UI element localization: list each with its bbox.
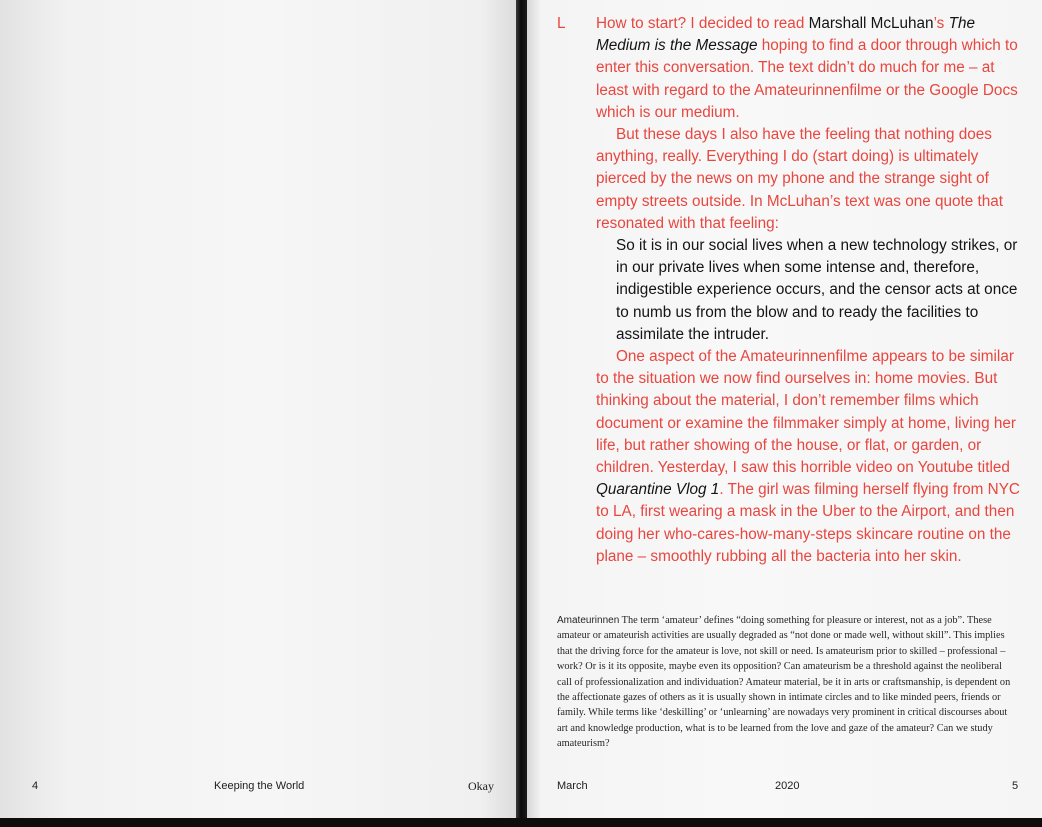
book-spine bbox=[516, 0, 527, 818]
block-quote: So it is in our social lives when a new technology strikes, or in our private lives when some intense and, therefore, indigestible experience occurs, and the censor acts at once to numb us from the blow and to ready the facilities to assimilate the intruder. bbox=[616, 237, 1018, 343]
left-page-number: 4 bbox=[32, 780, 39, 792]
section-letter: L bbox=[557, 15, 566, 32]
footer-month: March bbox=[557, 780, 588, 792]
footnote-text: The term ‘amateur’ defines “doing something for pleasure or interest, not as a job”. These amateur or amateurish activities are usually degraded as “not done or made well, without skill”. This implies that the driving force for the amateur is love, not skill or need. Is amateurism prior to skilled – professional – work? Or is it its opposite, maybe even its opposition? Can amateurism be a threshold against the neoliberal call of professionalization and individuation? Amateur material, be it in arts or craftsmanship, is dependent on the affectionate gazes of others as it is usually shown in intimate circles and to like minded peers, friends or family. While terms like ‘deskilling’ or ‘unlearning’ are nowadays very prominent in critical discourses about art and knowledge production, what is to be learned from the love and gaze of the amateur? Can we study amateurism? bbox=[557, 615, 1011, 750]
author-name: Marshall McLuhan bbox=[808, 15, 934, 32]
running-title: Keeping the World bbox=[214, 780, 305, 792]
book-title: The Medium is the Message bbox=[596, 15, 975, 55]
footnote-term: Amateurinnen bbox=[557, 615, 620, 626]
main-text bbox=[596, 13, 1021, 568]
right-page bbox=[527, 0, 1042, 818]
footer-year: 2020 bbox=[775, 780, 800, 792]
footnote bbox=[557, 613, 1019, 752]
paragraph-1: How to start? I decided to read Marshall McLuhan’s The Medium is the Message hoping to find a door through which to enter this conversation. The text didn’t do much for me – at least with regard to the Amateurinnenfilme or the Google Docs which is our medium. bbox=[596, 15, 1018, 121]
left-page bbox=[0, 0, 516, 818]
video-title: Quarantine Vlog 1 bbox=[596, 481, 720, 499]
running-right-header: Okay bbox=[468, 779, 494, 793]
paragraph-2: But these days I also have the feeling that nothing does anything, really. Everything I do (start doing) is ultimately pierced by the news on my phone and the strange sight of empty streets outside. In McLuhan’s text was one quote that resonated with that feeling: bbox=[596, 126, 1004, 232]
bottom-edge bbox=[0, 818, 1042, 827]
right-page-number: 5 bbox=[1012, 780, 1019, 792]
paragraph-3: One aspect of the Amateurinnenfilme appears to be similar to the situation we now find ourselves in: home movies. But thinking about the material, I don’t remember films which document or examine the filmmaker simply at home, living her life, but rather showing of the house, or flat, or garden, or children. Yesterday, I saw this horrible video on Youtube titled Quarantine Vlog 1. The girl was filming herself flying from NYC to LA, first wearing a mask in the Uber to the Airport, and then doing her who-cares-how-many-steps skincare routine on the plane – smoothly rubbing all the bacteria into her skin. bbox=[596, 348, 1020, 565]
